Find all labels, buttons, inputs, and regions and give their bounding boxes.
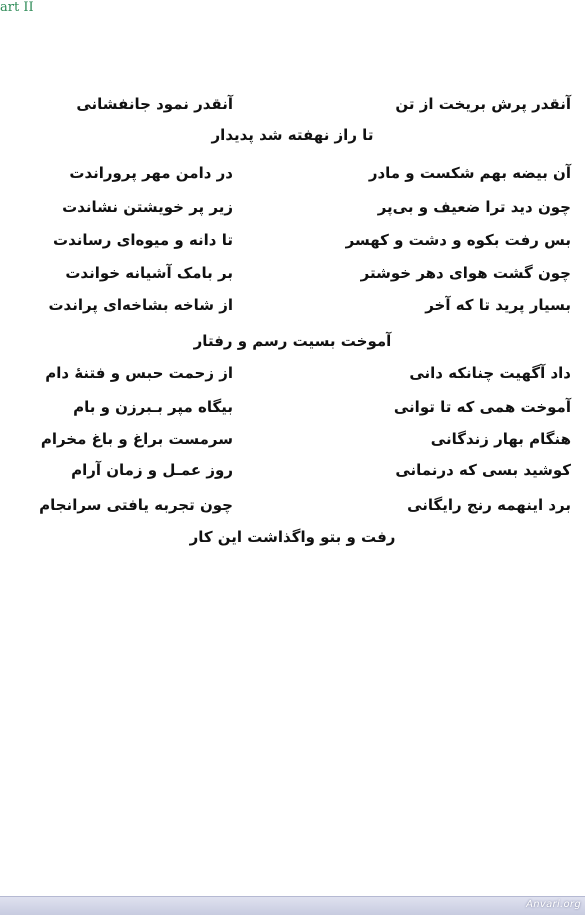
footer-bar — [0, 896, 585, 915]
verse-first-hemistich: هنگام بهار زندگانی — [430, 430, 571, 448]
verse-second-hemistich: از شاخه بشاخه‌ای پراندت — [48, 296, 233, 314]
refrain-line: رفت و بتو واگذاشت این کار — [189, 528, 396, 546]
verse-first-hemistich: بسیار پرید تا که آخر — [425, 296, 571, 314]
verse-second-hemistich: از زحمت حبس و فتنهٔ دام — [45, 364, 233, 382]
verse-second-hemistich: بر بامک آشیانه خواندت — [65, 264, 233, 282]
verse-second-hemistich: سرمست براغ و باغ مخرام — [40, 430, 233, 448]
verse-first-hemistich: چون دید ترا ضعیف و بی‌پر — [377, 198, 571, 216]
verse-first-hemistich: کوشید بسی که درنمانی — [395, 461, 571, 479]
verse-first-hemistich: آن بیضه بهم شکست و مادر — [368, 164, 571, 182]
verse-second-hemistich: بیگاه مپر بـبرزن و بام — [73, 398, 233, 416]
verse-second-hemistich: زیر پر خویشتن نشاندت — [62, 198, 233, 216]
refrain-line: تا راز نهفته شد پدیدار — [211, 126, 374, 144]
verse-second-hemistich: آنقدر نمود جانفشانی — [76, 95, 233, 113]
verse-second-hemistich: روز عمـل و زمان آرام — [71, 461, 233, 479]
verse-second-hemistich: چون تجربه یافتی سرانجام — [39, 496, 233, 514]
verse-first-hemistich: آموخت همی که تا توانی — [393, 398, 571, 416]
verse-first-hemistich: آنقدر پرش بریخت از تن — [395, 95, 571, 113]
verse-first-hemistich: چون گشت هوای دهر خوشتر — [360, 264, 571, 282]
site-watermark: Anvari.org — [526, 899, 581, 910]
part-label: art II — [0, 0, 34, 15]
verse-first-hemistich: داد آگهیت چنانکه دانی — [409, 364, 571, 382]
verse-second-hemistich: در دامن مهر پروراندت — [69, 164, 233, 182]
refrain-line: آموخت بسیت رسم و رفتار — [193, 332, 392, 350]
verse-second-hemistich: تا دانه و میوه‌ای رساندت — [53, 231, 233, 249]
verse-first-hemistich: بس رفت بکوه و دشت و کهسر — [345, 231, 571, 249]
verse-first-hemistich: برد اینهمه رنج رایگانی — [407, 496, 571, 514]
